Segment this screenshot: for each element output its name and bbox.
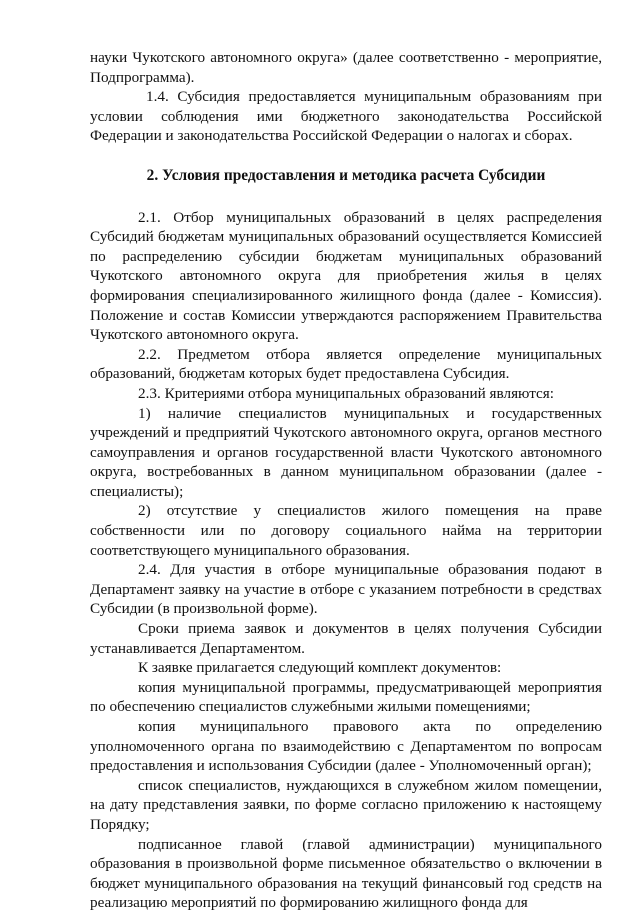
paragraph-doc-written-obligation: подписанное главой (главой администрации) муниципального образования в произвольной форме письменное обязательство о включении в бюджет муниципального образования на текущий финансовый год средств на реализацию мероприятий по формированию жилищного фонда для <box>90 835 602 912</box>
section-heading-2: 2. Условия предоставления и методика расчета Субсидии <box>146 166 546 184</box>
paragraph-2-1: 2.1. Отбор муниципальных образований в целях распределения Субсидий бюджетам муниципальных образований осуществляется Комиссией по распределению субсидии бюджетам муниципальных образований Чукотского автономного округа для приобретения жилья в целях формирования специализированного жилищного фонда (далее - Комиссия). Положение и состав Комиссии утверждаются распоряжением Правительства Чукотского автономного округа. <box>90 208 602 344</box>
paragraph-2-4: 2.4. Для участия в отборе муниципальные образования подают в Департамент заявку на участие в отборе с указанием потребности в средствах Субсидии (в произвольной форме). <box>90 561 602 618</box>
paragraph-criterion-1: 1) наличие специалистов муниципальных и государственных учреждений и предприятий Чукотского автономного округа, органов местного самоуправления и органов государственной власти Чукотского автономного округа, востребованных в данном муниципальном образовании (далее - специалисты); <box>90 404 602 500</box>
paragraph-subprogram-continuation: науки Чукотского автономного округа» (далее соответственно - мероприятие, Подпрограмма). <box>90 49 602 86</box>
paragraph-2-2: 2.2. Предметом отбора является определение муниципальных образований, бюджетам которых будет предоставлена Субсидия. <box>90 345 602 383</box>
document-page <box>90 48 602 913</box>
paragraph-2-3: 2.3. Критериями отбора муниципальных образований являются: <box>138 384 554 402</box>
paragraph-doc-specialists-list: список специалистов, нуждающихся в служебном жилом помещении, на дату представления заявки, по форме согласно приложению к настоящему Порядку; <box>90 776 602 833</box>
paragraph-application-deadlines: Сроки приема заявок и документов в целях получения Субсидии устанавливается Департаментом. <box>90 620 602 657</box>
paragraph-documents-list-intro: К заявке прилагается следующий комплект документов: <box>138 659 502 677</box>
paragraph-doc-legal-act: копия муниципального правового акта по определению уполномоченного органа по взаимодействию с Департаментом по вопросам предоставления и использования Субсидии (далее - Уполномоченный орган); <box>90 718 602 775</box>
paragraph-doc-municipal-program: копия муниципальной программы, предусматривающей мероприятия по обеспечению специалистов служебными жилыми помещениями; <box>90 678 602 716</box>
paragraph-1-4: 1.4. Субсидия предоставляется муниципальным образованиям при условии соблюдения ими бюджетного законодательства Российской Федерации и законодательства Российской Федерации о налогах и сборах. <box>90 88 602 145</box>
paragraph-criterion-2: 2) отсутствие у специалистов жилого помещения на праве собственности или по договору социального найма на территории соответствующего муниципального образования. <box>90 502 602 559</box>
